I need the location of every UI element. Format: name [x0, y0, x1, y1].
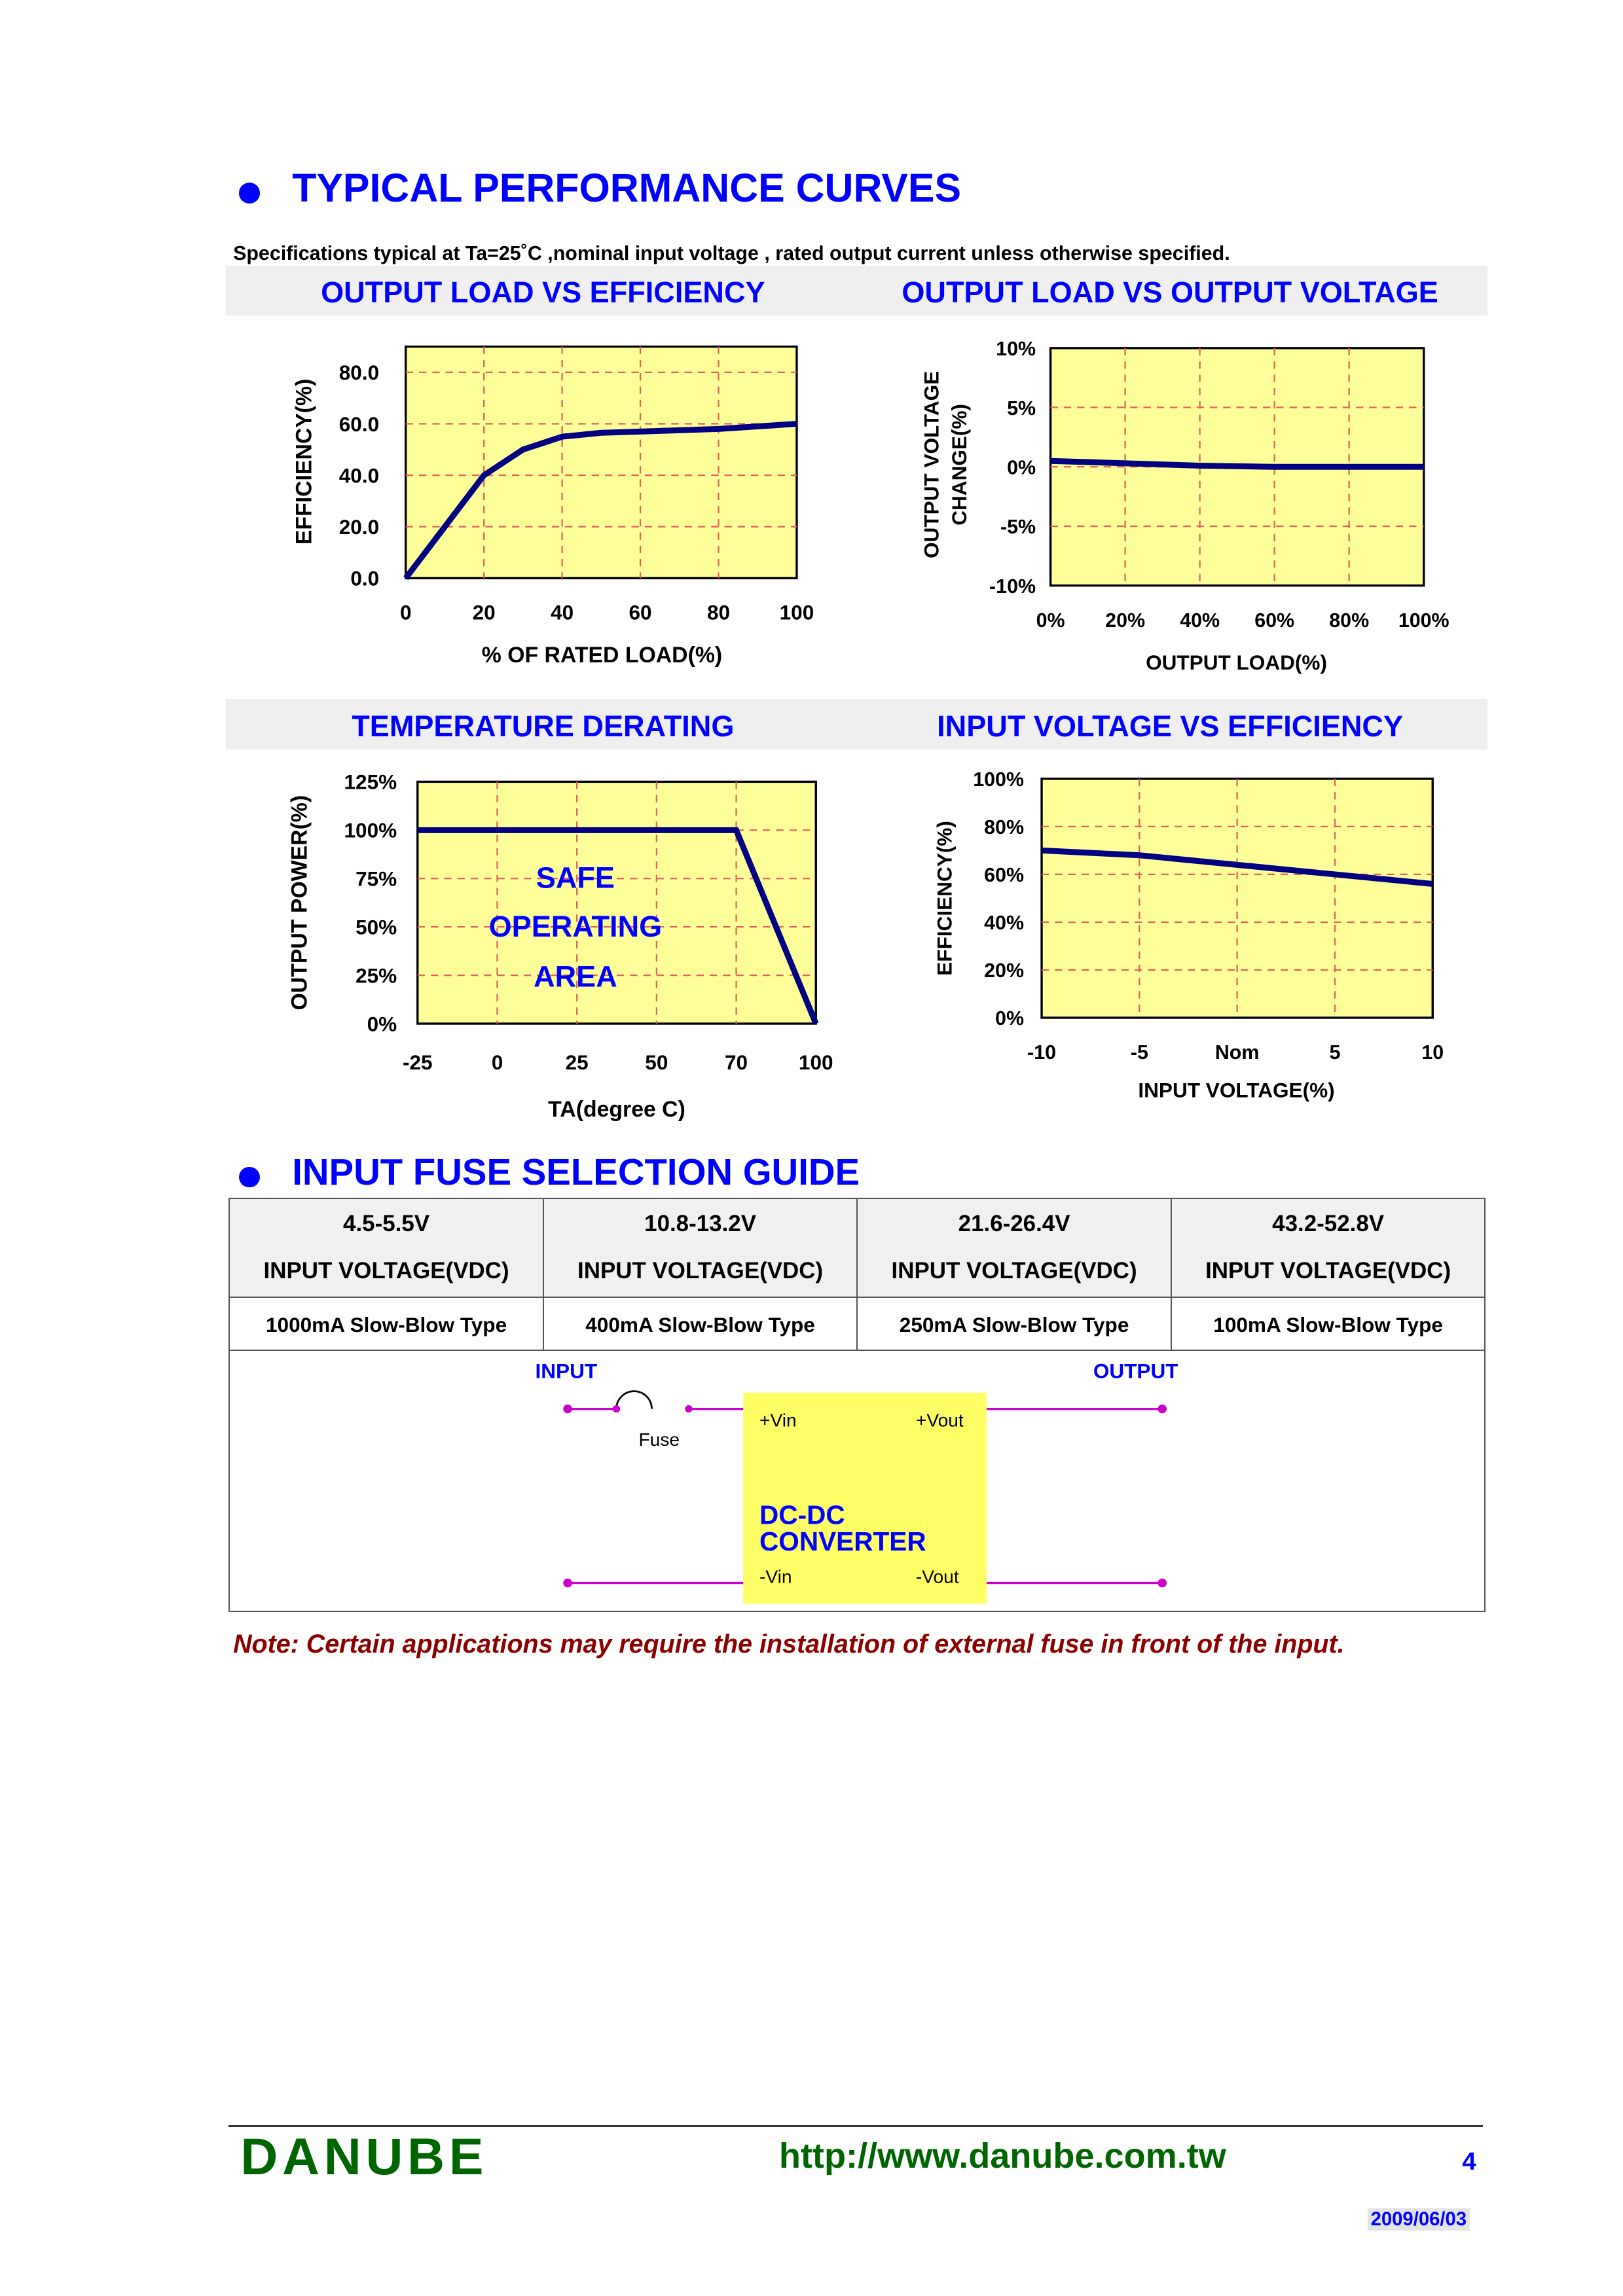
fuse-rating-cell: 400mA Slow-Blow Type: [543, 1297, 858, 1350]
y-axis-label: EFFICIENCY(%): [932, 821, 957, 976]
x-axis-label: INPUT VOLTAGE(%): [1138, 1078, 1335, 1102]
x-tick-label: 40%: [1180, 609, 1220, 632]
x-tick-label: 20: [472, 600, 496, 624]
fuse-wiring-diagram: [228, 1347, 1486, 1613]
terminal-dot: [1158, 1578, 1167, 1587]
chart-title-efficiency: OUTPUT LOAD VS EFFICIENCY: [321, 276, 765, 310]
fuse-selection-table: [228, 1198, 1486, 1351]
voltage-unit-label: INPUT VOLTAGE(VDC): [1205, 1258, 1451, 1284]
converter-label-line1: DC-DC: [759, 1499, 845, 1530]
x-axis-label: % OF RATED LOAD(%): [481, 642, 723, 668]
y-axis-label-line2: CHANGE(%): [947, 403, 972, 526]
x-axis-label: TA(degree C): [548, 1096, 685, 1122]
fuse-section-title: INPUT FUSE SELECTION GUIDE: [292, 1151, 860, 1193]
y-tick-label: 20.0: [338, 515, 380, 539]
vin-pos-label: +Vin: [759, 1410, 797, 1431]
y-tick-label: 80.0: [338, 361, 380, 385]
y-tick-label: 25%: [356, 963, 397, 988]
x-tick-label: 25: [565, 1050, 589, 1074]
vout-pos-label: +Vout: [916, 1410, 964, 1431]
y-tick-label: 40.0: [338, 463, 380, 488]
y-tick-label: 50%: [356, 915, 397, 939]
x-tick-labels: [403, 1050, 833, 1074]
website-link[interactable]: http://www.danube.com.tw: [778, 2136, 1226, 2176]
y-tick-label: 60.0: [338, 412, 380, 436]
x-tick-label: Nom: [1214, 1041, 1260, 1064]
input-label: INPUT: [535, 1358, 598, 1382]
voltage-unit-label: INPUT VOLTAGE(VDC): [577, 1258, 824, 1284]
y-tick-label: 0.0: [350, 566, 380, 590]
y-tick-label: -10%: [989, 575, 1036, 598]
x-tick-label: 80: [706, 600, 731, 624]
x-tick-label: 10: [1421, 1041, 1444, 1064]
x-tick-label: 60%: [1254, 609, 1295, 632]
voltage-range: 4.5-5.5V: [343, 1211, 430, 1237]
safe-area-label-3: AREA: [534, 960, 617, 994]
y-tick-label: 125%: [344, 770, 397, 794]
x-tick-label: 0: [399, 600, 412, 624]
fuse-note: Note: Certain applications may require the installation of external fuse in front of the input.: [233, 1630, 1345, 1659]
wiring-schematic: [230, 1347, 1487, 1613]
voltage-range: 43.2-52.8V: [1272, 1211, 1385, 1237]
y-tick-label: 0%: [995, 1007, 1024, 1030]
x-tick-label: 100: [798, 1050, 833, 1074]
chart-output-load-vs-efficiency: [292, 347, 814, 668]
voltage-unit-label: INPUT VOLTAGE(VDC): [263, 1258, 509, 1284]
fuse-symbol: [617, 1391, 652, 1408]
vout-neg-label: -Vout: [916, 1566, 959, 1587]
terminal-dot: [613, 1405, 620, 1412]
x-tick-labels: [1036, 609, 1450, 632]
voltage-unit-label: INPUT VOLTAGE(VDC): [891, 1258, 1137, 1284]
y-tick-labels: [339, 361, 379, 590]
x-tick-label: 40: [551, 600, 574, 624]
plot-area: [406, 347, 797, 579]
converter-label-line2: CONVERTER: [759, 1526, 926, 1556]
spec-note: Specifications typical at Ta=25˚C ,nominal input voltage , rated output current unless otherwise specified.: [233, 242, 1230, 264]
safe-area-label-1: SAFE: [536, 861, 615, 895]
section-title: TYPICAL PERFORMANCE CURVES: [292, 166, 962, 211]
x-tick-label: -25: [402, 1050, 433, 1074]
y-tick-label: 0%: [1007, 456, 1036, 479]
x-tick-labels: [400, 601, 814, 624]
chart-title-output-voltage: OUTPUT LOAD VS OUTPUT VOLTAGE: [902, 276, 1438, 310]
voltage-range: 21.6-26.4V: [958, 1211, 1070, 1237]
vin-neg-label: -Vin: [759, 1566, 792, 1587]
output-label: OUTPUT: [1093, 1358, 1178, 1382]
y-tick-label: 80%: [984, 816, 1024, 839]
y-tick-label: 75%: [356, 867, 397, 891]
x-tick-label: 5: [1329, 1041, 1341, 1064]
brand-logo: DANUBE: [240, 2127, 488, 2185]
y-tick-labels: [973, 768, 1024, 1030]
chart-title-temperature: TEMPERATURE DERATING: [352, 709, 735, 743]
fuse-rating-cell: 250mA Slow-Blow Type: [857, 1297, 1171, 1350]
voltage-header-cell: [857, 1198, 1171, 1297]
x-tick-labels: [1027, 1041, 1444, 1064]
y-axis-label: EFFICIENCY(%): [291, 378, 317, 545]
fuse-label: Fuse: [638, 1429, 680, 1450]
x-tick-label: 0%: [1036, 609, 1065, 632]
terminal-dot: [564, 1404, 573, 1413]
safe-area-label-2: OPERATING: [488, 910, 663, 944]
x-axis-label: OUTPUT LOAD(%): [1146, 651, 1327, 675]
voltage-header-cell: [543, 1198, 858, 1297]
y-tick-label: 40%: [984, 912, 1024, 935]
chart-input-voltage-vs-efficiency: [933, 768, 1444, 1102]
fuse-rating-cell: 1000mA Slow-Blow Type: [229, 1297, 543, 1350]
x-tick-label: 70: [724, 1050, 748, 1074]
x-tick-label: -10: [1027, 1041, 1057, 1064]
chart-temperature-derating: [287, 770, 833, 1122]
section-bullet: [239, 1167, 260, 1188]
chart-output-load-vs-output-voltage: [919, 338, 1449, 674]
y-tick-labels: [989, 338, 1036, 598]
x-tick-label: 80%: [1329, 609, 1370, 632]
x-tick-label: 100: [779, 600, 814, 624]
x-tick-label: 20%: [1105, 609, 1146, 632]
y-tick-labels: [344, 770, 397, 1036]
x-tick-label: 60: [629, 600, 652, 624]
voltage-header-cell: [229, 1198, 543, 1297]
terminal-dot: [564, 1578, 573, 1587]
voltage-header-cell: [1171, 1198, 1486, 1297]
chart-title-input-voltage: INPUT VOLTAGE VS EFFICIENCY: [937, 709, 1404, 743]
x-tick-label: 100%: [1398, 609, 1450, 632]
x-tick-label: 0: [491, 1050, 503, 1074]
revision-date: 2009/06/03: [1368, 2208, 1470, 2231]
y-tick-label: 10%: [996, 338, 1036, 361]
y-tick-label: 20%: [984, 960, 1024, 982]
fuse-rating-cell: 100mA Slow-Blow Type: [1171, 1297, 1486, 1350]
y-tick-label: 0%: [367, 1012, 397, 1036]
y-tick-label: 60%: [984, 864, 1024, 887]
y-tick-label: -5%: [1000, 516, 1036, 539]
page-number: 4: [1462, 2147, 1476, 2176]
x-tick-label: -5: [1130, 1041, 1148, 1064]
x-tick-label: 50: [645, 1050, 668, 1074]
y-tick-label: 100%: [973, 768, 1024, 791]
y-tick-label: 100%: [344, 818, 397, 842]
terminal-dot: [1158, 1404, 1167, 1413]
voltage-range: 10.8-13.2V: [644, 1211, 756, 1237]
y-axis-label: OUTPUT POWER(%): [287, 795, 312, 1011]
terminal-dot: [685, 1405, 693, 1412]
y-axis-label-line1: OUTPUT VOLTAGE: [919, 370, 943, 559]
y-tick-label: 5%: [1007, 397, 1036, 420]
